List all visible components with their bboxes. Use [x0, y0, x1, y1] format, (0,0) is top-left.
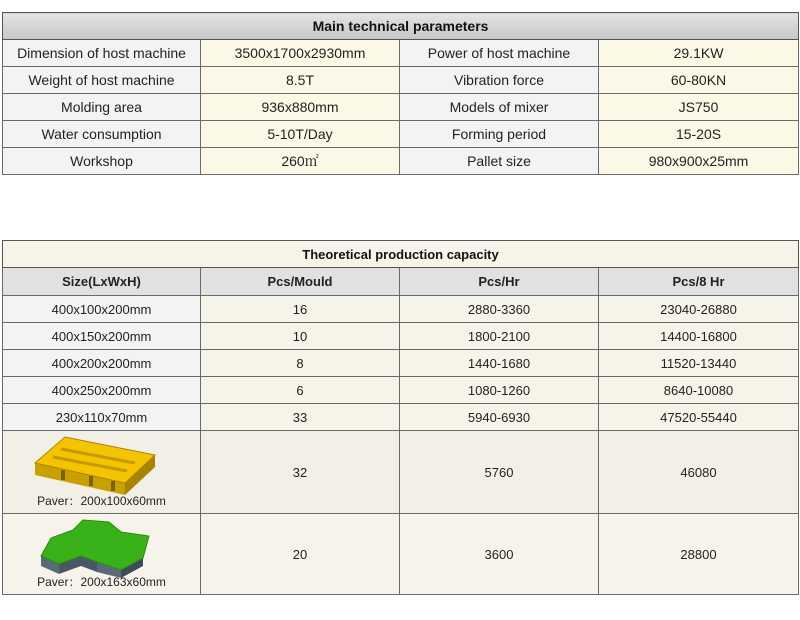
table-row [3, 296, 799, 323]
pcs-hr-cell: 5940-6930 [400, 404, 599, 431]
pcs-mould-cell: 10 [201, 323, 400, 350]
param-label: Water consumption [3, 121, 201, 148]
pcs-mould-cell: 8 [201, 350, 400, 377]
param-label: Molding area [3, 94, 201, 121]
size-cell: 400x100x200mm [3, 296, 201, 323]
param-label: Pallet size [400, 148, 599, 175]
pcs-mould-cell: 16 [201, 296, 400, 323]
param-value: 15-20S [599, 121, 799, 148]
param-value: 60-80KN [599, 67, 799, 94]
size-cell-with-image [3, 431, 201, 514]
param-value: 3500x1700x2930mm [201, 40, 400, 67]
pcs-hr-cell: 3600 [400, 514, 599, 595]
pcs-hr-cell: 1080-1260 [400, 377, 599, 404]
pcs-8hr-cell: 8640-10080 [599, 377, 799, 404]
table-row [3, 40, 799, 67]
technical-parameters-title: Main technical parameters [3, 13, 799, 40]
paver-caption: Paver：200x163x60mm [37, 575, 166, 589]
table-row [3, 377, 799, 404]
pcs-mould-cell: 32 [201, 431, 400, 514]
param-value: JS750 [599, 94, 799, 121]
param-label: Dimension of host machine [3, 40, 201, 67]
pcs-hr-cell: 1800-2100 [400, 323, 599, 350]
param-value: 8.5T [201, 67, 400, 94]
paver-caption: Paver：200x100x60mm [37, 494, 166, 508]
pcs-8hr-cell: 14400-16800 [599, 323, 799, 350]
pcs-hr-cell: 5760 [400, 431, 599, 514]
param-label: Workshop [3, 148, 201, 175]
green-paver-brick-image [31, 518, 159, 578]
table-row [3, 323, 799, 350]
size-cell: 400x150x200mm [3, 323, 201, 350]
table-row [3, 148, 799, 175]
size-cell-with-image [3, 514, 201, 595]
technical-parameters-table [2, 12, 799, 175]
table-row [3, 431, 799, 514]
pcs-8hr-cell: 11520-13440 [599, 350, 799, 377]
pcs-mould-cell: 20 [201, 514, 400, 595]
param-value: 29.1KW [599, 40, 799, 67]
table-row [3, 350, 799, 377]
column-header-pcs-hr: Pcs/Hr [400, 268, 599, 296]
param-value: 936x880mm [201, 94, 400, 121]
param-label: Models of mixer [400, 94, 599, 121]
table-row [3, 514, 799, 595]
pcs-mould-cell: 6 [201, 377, 400, 404]
pcs-8hr-cell: 28800 [599, 514, 799, 595]
pcs-8hr-cell: 23040-26880 [599, 296, 799, 323]
pcs-hr-cell: 2880-3360 [400, 296, 599, 323]
size-cell: 400x250x200mm [3, 377, 201, 404]
yellow-paver-brick-image [31, 435, 159, 497]
size-cell: 400x200x200mm [3, 350, 201, 377]
column-header-pcs-mould: Pcs/Mould [201, 268, 400, 296]
param-label: Forming period [400, 121, 599, 148]
table-header-row [3, 268, 799, 296]
column-header-pcs-8hr: Pcs/8 Hr [599, 268, 799, 296]
param-label: Vibration force [400, 67, 599, 94]
production-capacity-table [2, 240, 799, 595]
pcs-8hr-cell: 46080 [599, 431, 799, 514]
param-label: Weight of host machine [3, 67, 201, 94]
table-row [3, 94, 799, 121]
table-row [3, 404, 799, 431]
pcs-8hr-cell: 47520-55440 [599, 404, 799, 431]
param-value: 5-10T/Day [201, 121, 400, 148]
param-value: 980x900x25mm [599, 148, 799, 175]
pcs-hr-cell: 1440-1680 [400, 350, 599, 377]
param-label: Power of host machine [400, 40, 599, 67]
table-row [3, 121, 799, 148]
production-capacity-title: Theoretical production capacity [3, 241, 799, 268]
table-row [3, 67, 799, 94]
column-header-size: Size(LxWxH) [3, 268, 201, 296]
pcs-mould-cell: 33 [201, 404, 400, 431]
size-cell: 230x110x70mm [3, 404, 201, 431]
param-value: 260㎡ [201, 148, 400, 175]
